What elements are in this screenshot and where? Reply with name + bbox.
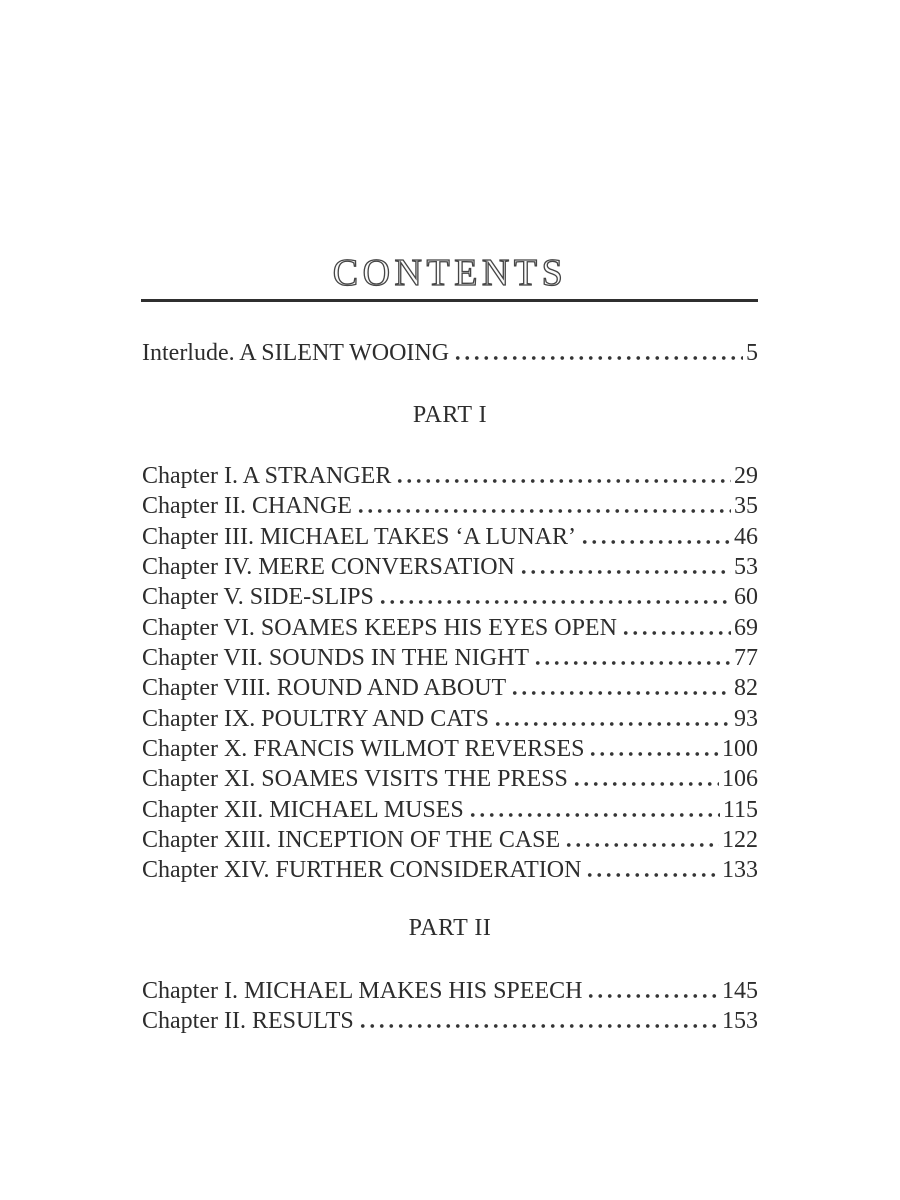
page-number: 153 [722,1008,758,1035]
page-title: CONTENTS [332,252,568,295]
dot-leader [580,537,731,547]
part-heading-label: PART I [412,402,488,428]
entry-label: Chapter XIV. FURTHER CONSIDERATION [142,857,582,884]
toc-entry [142,734,758,764]
dot-leader [533,658,731,668]
page-number: 60 [734,584,758,611]
toc-entry [142,764,758,794]
interlude-section [142,338,758,368]
part-2-heading [142,913,758,943]
entry-label: Interlude. A SILENT WOOING [142,340,450,366]
page-number: 77 [734,645,758,672]
dot-leader [493,719,731,729]
entry-label: Chapter III. MICHAEL TAKES ‘A LUNAR’ [142,523,577,550]
dot-leader [358,1021,719,1031]
part-1-chapter-list [142,461,758,886]
entry-label: Chapter I. MICHAEL MAKES HIS SPEECH [142,978,583,1004]
dot-leader [572,779,719,789]
page-number: 115 [722,796,758,823]
dot-leader [356,506,731,516]
page-number: 93 [734,705,758,732]
toc-entry [142,825,758,855]
entry-label: Chapter II. RESULTS [142,1008,354,1035]
page-number: 100 [722,736,758,763]
dot-leader [585,870,719,880]
dot-leader [564,840,719,850]
page-number: 69 [734,614,758,641]
dot-leader [621,628,731,638]
entry-label: Chapter XI. SOAMES VISITS THE PRESS [142,766,568,793]
toc-entry [142,582,758,612]
toc-entry [142,522,758,552]
dot-leader [510,688,731,698]
toc-entry [142,673,758,703]
toc-entry [142,643,758,673]
entry-label: Chapter IX. POULTRY AND CATS [142,705,489,732]
page-number: 29 [734,463,758,489]
dot-leader [378,597,731,607]
entry-label: Chapter IV. MERE CONVERSATION [142,554,515,581]
page-number: 46 [734,523,758,550]
toc-entry [142,613,758,643]
toc-entry [142,552,758,582]
dot-leader [468,810,720,820]
page-number: 122 [722,827,758,854]
dot-leader [519,567,731,577]
toc-entry [142,855,758,885]
entry-label: Chapter I. A STRANGER [142,463,392,489]
page-number: 53 [734,554,758,581]
page-number: 82 [734,675,758,702]
page-number: 145 [722,978,758,1004]
entry-label: Chapter X. FRANCIS WILMOT REVERSES [142,736,585,763]
toc-entry [142,976,758,1006]
entry-label: Chapter VII. SOUNDS IN THE NIGHT [142,645,530,672]
toc-entry [142,461,758,491]
toc-entry [142,491,758,521]
toc-entry [142,795,758,825]
page-number: 35 [734,493,758,520]
entry-label: Chapter II. CHANGE [142,493,352,520]
entry-label: Chapter V. SIDE-SLIPS [142,584,374,611]
title-divider [141,299,758,302]
toc-entry [142,704,758,734]
toc-entry [142,1006,758,1036]
entry-label: Chapter XIII. INCEPTION OF THE CASE [142,827,561,854]
dot-leader [588,749,719,759]
dot-leader [453,353,743,363]
page-number: 133 [722,857,758,884]
entry-label: Chapter XII. MICHAEL MUSES [142,796,464,823]
toc-entry-interlude [142,338,758,368]
part-1-heading [142,400,758,430]
page-number: 5 [746,340,758,366]
dot-leader [395,476,731,486]
part-2-chapter-list [142,976,758,1037]
entry-label: Chapter VI. SOAMES KEEPS HIS EYES OPEN [142,614,617,641]
dot-leader [586,991,719,1001]
part-heading-label: PART II [408,915,492,941]
page-number: 106 [722,766,758,793]
entry-label: Chapter VIII. ROUND AND ABOUT [142,675,507,702]
